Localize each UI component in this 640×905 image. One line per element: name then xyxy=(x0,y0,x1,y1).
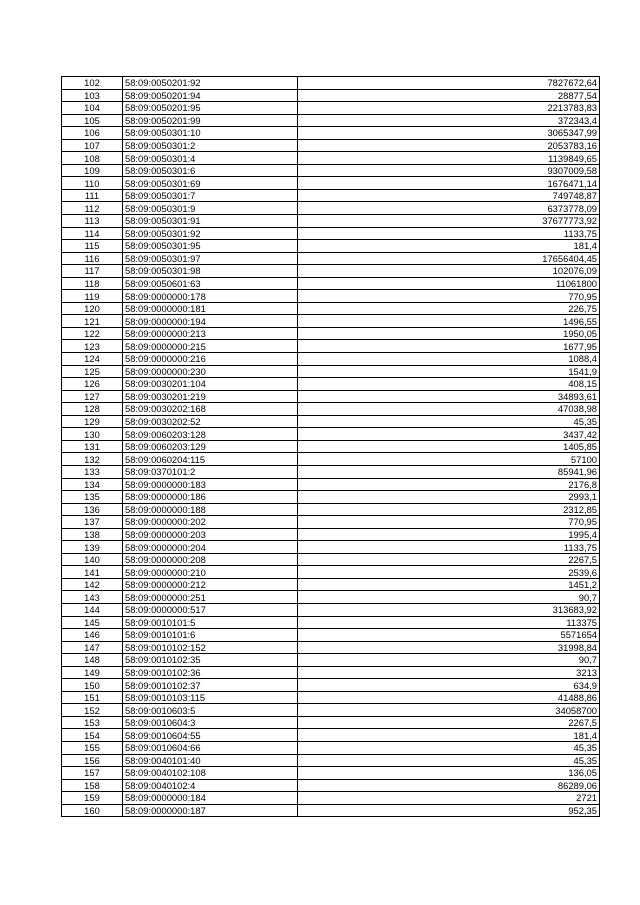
row-number-cell: 144 xyxy=(62,603,123,616)
row-number-cell: 131 xyxy=(62,440,123,453)
table-row xyxy=(62,465,600,478)
row-number-cell: 153 xyxy=(62,716,123,729)
row-number-cell: 102 xyxy=(62,77,123,90)
value-cell: 45,35 xyxy=(298,415,600,428)
value-cell: 1133,75 xyxy=(298,541,600,554)
cadastral-number-cell: 58:09:0000000:215 xyxy=(123,340,298,353)
cadastral-number-cell: 58:09:0000000:216 xyxy=(123,353,298,366)
cadastral-number-cell: 58:09:0000000:178 xyxy=(123,290,298,303)
value-cell: 1451,2 xyxy=(298,578,600,591)
value-cell: 31998,84 xyxy=(298,641,600,654)
table-row xyxy=(62,265,600,278)
row-number-cell: 145 xyxy=(62,616,123,629)
value-cell: 1133,75 xyxy=(298,227,600,240)
table-row xyxy=(62,478,600,491)
table-row xyxy=(62,415,600,428)
value-cell: 181,4 xyxy=(298,240,600,253)
row-number-cell: 152 xyxy=(62,704,123,717)
row-number-cell: 160 xyxy=(62,804,123,817)
value-cell: 102076,09 xyxy=(298,265,600,278)
table-row xyxy=(62,315,600,328)
cadastral-number-cell: 58:09:0000000:203 xyxy=(123,528,298,541)
cadastral-number-cell: 58:09:0010101:5 xyxy=(123,616,298,629)
cadastral-number-cell: 58:09:0010604:3 xyxy=(123,716,298,729)
row-number-cell: 121 xyxy=(62,315,123,328)
row-number-cell: 132 xyxy=(62,453,123,466)
table-row xyxy=(62,127,600,140)
row-number-cell: 150 xyxy=(62,679,123,692)
row-number-cell: 114 xyxy=(62,227,123,240)
cadastral-number-cell: 58:09:0000000:210 xyxy=(123,566,298,579)
table-row xyxy=(62,340,600,353)
cadastral-number-cell: 58:09:0000000:251 xyxy=(123,591,298,604)
cadastral-number-cell: 58:09:0000000:208 xyxy=(123,553,298,566)
row-number-cell: 124 xyxy=(62,353,123,366)
cadastral-number-cell: 58:09:0000000:194 xyxy=(123,315,298,328)
value-cell: 770,95 xyxy=(298,290,600,303)
value-cell: 41488,86 xyxy=(298,691,600,704)
cadastral-number-cell: 58:09:0040102:108 xyxy=(123,767,298,780)
row-number-cell: 129 xyxy=(62,415,123,428)
table-row xyxy=(62,528,600,541)
table-row xyxy=(62,716,600,729)
table-row xyxy=(62,290,600,303)
row-number-cell: 146 xyxy=(62,629,123,642)
row-number-cell: 148 xyxy=(62,654,123,667)
table-row xyxy=(62,553,600,566)
row-number-cell: 118 xyxy=(62,277,123,290)
cadastral-number-cell: 58:09:0050301:92 xyxy=(123,227,298,240)
row-number-cell: 125 xyxy=(62,365,123,378)
value-cell: 1676471,14 xyxy=(298,177,600,190)
value-cell: 3065347,99 xyxy=(298,127,600,140)
cadastral-number-cell: 58:09:0050301:2 xyxy=(123,139,298,152)
row-number-cell: 157 xyxy=(62,767,123,780)
cadastral-number-cell: 58:09:0060203:128 xyxy=(123,428,298,441)
table-row xyxy=(62,491,600,504)
row-number-cell: 142 xyxy=(62,578,123,591)
table-row xyxy=(62,629,600,642)
table-row xyxy=(62,591,600,604)
row-number-cell: 119 xyxy=(62,290,123,303)
cadastral-number-cell: 58:09:0040102:4 xyxy=(123,779,298,792)
cadastral-number-cell: 58:09:0030201:104 xyxy=(123,378,298,391)
cadastral-number-cell: 58:09:0050201:94 xyxy=(123,89,298,102)
row-number-cell: 128 xyxy=(62,403,123,416)
table-row xyxy=(62,177,600,190)
cadastral-number-cell: 58:09:0000000:187 xyxy=(123,804,298,817)
cadastral-number-cell: 58:09:0060204:115 xyxy=(123,453,298,466)
cadastral-number-cell: 58:09:0040101:40 xyxy=(123,754,298,767)
row-number-cell: 154 xyxy=(62,729,123,742)
cadastral-number-cell: 58:09:0050601:63 xyxy=(123,277,298,290)
cadastral-number-cell: 58:09:0050301:4 xyxy=(123,152,298,165)
table-row xyxy=(62,503,600,516)
table-body xyxy=(62,77,600,817)
cadastral-number-cell: 58:09:0000000:213 xyxy=(123,327,298,340)
table-row xyxy=(62,679,600,692)
cadastral-number-cell: 58:09:0000000:188 xyxy=(123,503,298,516)
cadastral-number-cell: 58:09:0050201:99 xyxy=(123,114,298,127)
value-cell: 313683,92 xyxy=(298,603,600,616)
cadastral-number-cell: 58:09:0050201:92 xyxy=(123,77,298,90)
value-cell: 3437,42 xyxy=(298,428,600,441)
row-number-cell: 158 xyxy=(62,779,123,792)
row-number-cell: 147 xyxy=(62,641,123,654)
table-row xyxy=(62,578,600,591)
value-cell: 2993,1 xyxy=(298,491,600,504)
cadastral-number-cell: 58:09:0010103:115 xyxy=(123,691,298,704)
value-cell: 2213783,83 xyxy=(298,102,600,115)
value-cell: 85941,96 xyxy=(298,465,600,478)
value-cell: 372343,4 xyxy=(298,114,600,127)
cadastral-number-cell: 58:09:0010102:36 xyxy=(123,666,298,679)
table-row xyxy=(62,767,600,780)
row-number-cell: 151 xyxy=(62,691,123,704)
value-cell: 9307009,58 xyxy=(298,164,600,177)
cadastral-number-cell: 58:09:0370101:2 xyxy=(123,465,298,478)
table-row xyxy=(62,566,600,579)
value-cell: 408,15 xyxy=(298,378,600,391)
value-cell: 2267,5 xyxy=(298,553,600,566)
cadastral-number-cell: 58:09:0050301:7 xyxy=(123,189,298,202)
table-row xyxy=(62,779,600,792)
cadastral-number-cell: 58:09:0050301:69 xyxy=(123,177,298,190)
table-row xyxy=(62,792,600,805)
value-cell: 90,7 xyxy=(298,591,600,604)
cadastral-number-cell: 58:09:0000000:184 xyxy=(123,792,298,805)
cadastral-number-cell: 58:09:0000000:202 xyxy=(123,516,298,529)
cadastral-number-cell: 58:09:0010604:55 xyxy=(123,729,298,742)
value-cell: 2721 xyxy=(298,792,600,805)
row-number-cell: 103 xyxy=(62,89,123,102)
table-row xyxy=(62,152,600,165)
value-cell: 47038,98 xyxy=(298,403,600,416)
cadastral-number-cell: 58:09:0000000:212 xyxy=(123,578,298,591)
table-row xyxy=(62,77,600,90)
value-cell: 770,95 xyxy=(298,516,600,529)
row-number-cell: 141 xyxy=(62,566,123,579)
row-number-cell: 133 xyxy=(62,465,123,478)
row-number-cell: 105 xyxy=(62,114,123,127)
row-number-cell: 140 xyxy=(62,553,123,566)
table-row xyxy=(62,114,600,127)
row-number-cell: 159 xyxy=(62,792,123,805)
cadastral-number-cell: 58:09:0010102:37 xyxy=(123,679,298,692)
cadastral-value-table xyxy=(61,76,600,817)
row-number-cell: 115 xyxy=(62,240,123,253)
row-number-cell: 106 xyxy=(62,127,123,140)
cadastral-number-cell: 58:09:0050301:95 xyxy=(123,240,298,253)
row-number-cell: 156 xyxy=(62,754,123,767)
table-row xyxy=(62,353,600,366)
table-row xyxy=(62,378,600,391)
cadastral-number-cell: 58:09:0000000:186 xyxy=(123,491,298,504)
value-cell: 1139849,65 xyxy=(298,152,600,165)
row-number-cell: 111 xyxy=(62,189,123,202)
table-row xyxy=(62,365,600,378)
cadastral-number-cell: 58:09:0030202:168 xyxy=(123,403,298,416)
value-cell: 226,75 xyxy=(298,302,600,315)
row-number-cell: 149 xyxy=(62,666,123,679)
row-number-cell: 104 xyxy=(62,102,123,115)
table-row xyxy=(62,139,600,152)
value-cell: 1405,85 xyxy=(298,440,600,453)
value-cell: 2539,6 xyxy=(298,566,600,579)
value-cell: 1541,9 xyxy=(298,365,600,378)
table-row xyxy=(62,691,600,704)
cadastral-number-cell: 58:09:0010101:6 xyxy=(123,629,298,642)
table-row xyxy=(62,164,600,177)
value-cell: 45,35 xyxy=(298,754,600,767)
value-cell: 34058700 xyxy=(298,704,600,717)
table-row xyxy=(62,741,600,754)
cadastral-number-cell: 58:09:0050301:10 xyxy=(123,127,298,140)
row-number-cell: 130 xyxy=(62,428,123,441)
table-row xyxy=(62,603,600,616)
row-number-cell: 155 xyxy=(62,741,123,754)
table-row xyxy=(62,428,600,441)
cadastral-number-cell: 58:09:0010102:35 xyxy=(123,654,298,667)
table-row xyxy=(62,277,600,290)
value-cell: 2176,8 xyxy=(298,478,600,491)
table-row xyxy=(62,754,600,767)
value-cell: 136,05 xyxy=(298,767,600,780)
row-number-cell: 126 xyxy=(62,378,123,391)
value-cell: 1950,05 xyxy=(298,327,600,340)
value-cell: 1677,95 xyxy=(298,340,600,353)
table-row xyxy=(62,440,600,453)
row-number-cell: 123 xyxy=(62,340,123,353)
row-number-cell: 135 xyxy=(62,491,123,504)
value-cell: 181,4 xyxy=(298,729,600,742)
row-number-cell: 143 xyxy=(62,591,123,604)
value-cell: 37677773,92 xyxy=(298,215,600,228)
value-cell: 749748,87 xyxy=(298,189,600,202)
value-cell: 28877,54 xyxy=(298,89,600,102)
value-cell: 45,35 xyxy=(298,741,600,754)
value-cell: 2053783,16 xyxy=(298,139,600,152)
cadastral-number-cell: 58:09:0050301:6 xyxy=(123,164,298,177)
row-number-cell: 107 xyxy=(62,139,123,152)
table-row xyxy=(62,729,600,742)
row-number-cell: 108 xyxy=(62,152,123,165)
table-row xyxy=(62,516,600,529)
value-cell: 2267,5 xyxy=(298,716,600,729)
row-number-cell: 112 xyxy=(62,202,123,215)
value-cell: 1995,4 xyxy=(298,528,600,541)
table-row xyxy=(62,453,600,466)
row-number-cell: 136 xyxy=(62,503,123,516)
cadastral-number-cell: 58:09:0000000:183 xyxy=(123,478,298,491)
cadastral-number-cell: 58:09:0050201:95 xyxy=(123,102,298,115)
row-number-cell: 109 xyxy=(62,164,123,177)
cadastral-number-cell: 58:09:0000000:230 xyxy=(123,365,298,378)
value-cell: 86289,06 xyxy=(298,779,600,792)
table-row xyxy=(62,240,600,253)
table-row xyxy=(62,215,600,228)
row-number-cell: 110 xyxy=(62,177,123,190)
value-cell: 6373778,09 xyxy=(298,202,600,215)
value-cell: 57100 xyxy=(298,453,600,466)
value-cell: 17656404,45 xyxy=(298,252,600,265)
value-cell: 113375 xyxy=(298,616,600,629)
table-row xyxy=(62,89,600,102)
table-row xyxy=(62,327,600,340)
table-row xyxy=(62,666,600,679)
table-row xyxy=(62,252,600,265)
cadastral-number-cell: 58:09:0050301:9 xyxy=(123,202,298,215)
table-row xyxy=(62,804,600,817)
row-number-cell: 113 xyxy=(62,215,123,228)
row-number-cell: 127 xyxy=(62,390,123,403)
cadastral-number-cell: 58:09:0050301:97 xyxy=(123,252,298,265)
table-row xyxy=(62,189,600,202)
cadastral-number-cell: 58:09:0010603:5 xyxy=(123,704,298,717)
table-row xyxy=(62,302,600,315)
row-number-cell: 122 xyxy=(62,327,123,340)
row-number-cell: 139 xyxy=(62,541,123,554)
row-number-cell: 138 xyxy=(62,528,123,541)
table-row xyxy=(62,102,600,115)
table-row xyxy=(62,403,600,416)
table-row xyxy=(62,704,600,717)
row-number-cell: 137 xyxy=(62,516,123,529)
cadastral-number-cell: 58:09:0000000:517 xyxy=(123,603,298,616)
table-row xyxy=(62,616,600,629)
value-cell: 1088,4 xyxy=(298,353,600,366)
value-cell: 5571654 xyxy=(298,629,600,642)
table-row xyxy=(62,654,600,667)
cadastral-number-cell: 58:09:0060203:129 xyxy=(123,440,298,453)
cadastral-number-cell: 58:09:0010604:66 xyxy=(123,741,298,754)
cadastral-number-cell: 58:09:0000000:181 xyxy=(123,302,298,315)
cadastral-number-cell: 58:09:0010102:152 xyxy=(123,641,298,654)
table-row xyxy=(62,390,600,403)
table-row xyxy=(62,641,600,654)
cadastral-number-cell: 58:09:0030202:52 xyxy=(123,415,298,428)
value-cell: 634,9 xyxy=(298,679,600,692)
table-row xyxy=(62,541,600,554)
value-cell: 952,35 xyxy=(298,804,600,817)
value-cell: 3213 xyxy=(298,666,600,679)
cadastral-number-cell: 58:09:0050301:91 xyxy=(123,215,298,228)
row-number-cell: 116 xyxy=(62,252,123,265)
value-cell: 1496,55 xyxy=(298,315,600,328)
row-number-cell: 134 xyxy=(62,478,123,491)
value-cell: 2312,85 xyxy=(298,503,600,516)
value-cell: 7827672,64 xyxy=(298,77,600,90)
table-row xyxy=(62,202,600,215)
cadastral-number-cell: 58:09:0000000:204 xyxy=(123,541,298,554)
cadastral-number-cell: 58:09:0050301:98 xyxy=(123,265,298,278)
table-row xyxy=(62,227,600,240)
value-cell: 90,7 xyxy=(298,654,600,667)
value-cell: 34893,61 xyxy=(298,390,600,403)
cadastral-number-cell: 58:09:0030201:219 xyxy=(123,390,298,403)
row-number-cell: 120 xyxy=(62,302,123,315)
value-cell: 11061800 xyxy=(298,277,600,290)
row-number-cell: 117 xyxy=(62,265,123,278)
